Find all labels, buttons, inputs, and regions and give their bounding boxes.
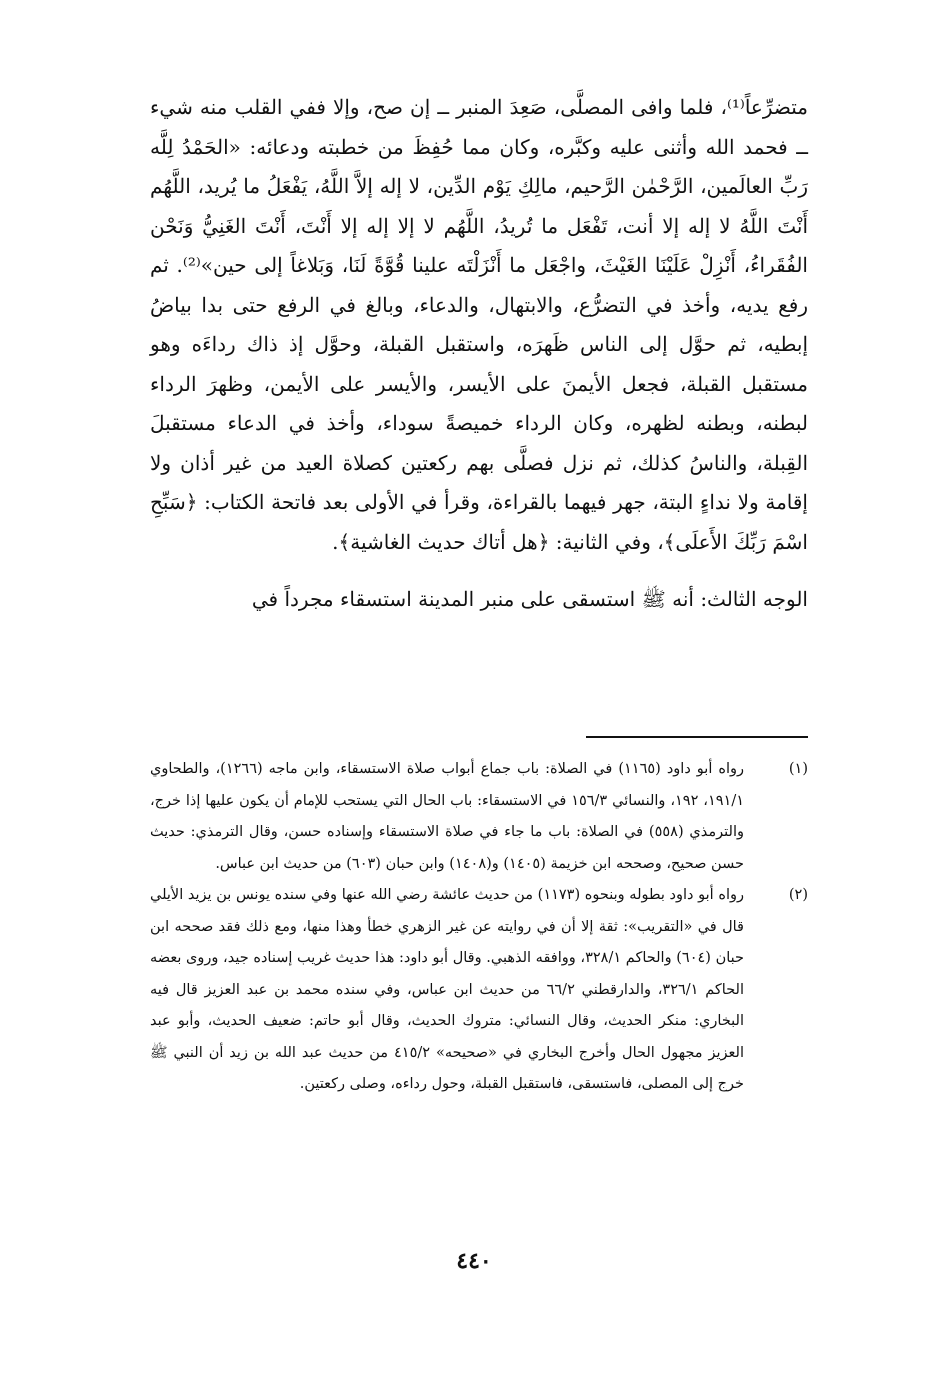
page-number: ٤٤٠ xyxy=(456,1248,492,1274)
footnote xyxy=(150,754,808,880)
main-paragraph: الوجه الثالث: أنه ﷺ استسقى على منبر المدينة استسقاء مجرداً في xyxy=(251,587,808,611)
footnote-marker: (٢) xyxy=(788,887,808,903)
main-text xyxy=(150,88,808,620)
footnote-text: رواه أبو داود بطوله وبنحوه (١١٧٣) من حديث عائشة رضي الله عنها وفي سنده يونس بن يزيد الأيلي قال في «التقريب»: ثقة إلا أن في روايته عن غير الزهري خطأ وهذا منها، ومع ذلك فقد صححه ابن حبان (٦٠٤) والحاكم ٣٢٨/١، ووافقه الذهبي. وقال أبو داود: هذا حديث غريب إسناده جيد، وروى بعضه الحاكم ٣٢٦/١، والدارقطني ٦٦/٢ من حديث ابن عباس، وفي سنده محمد بن عبد العزيز قال فيه البخاري: منكر الحديث، وقال النسائي: متروك الحديث، وقال أبو حاتم: ضعيف الحديث، وأبو عبد العزيز مجهول الحال وأخرج البخاري في «صحيحه» ٤١٥/٢ من حديث عبد الله بن زيد أن النبي ﷺ خرج إلى المصلى، فاستسقى، فاستقبل القبلة، وحول رداءه، وصلى ركعتين. xyxy=(150,887,745,1092)
footnote-marker: (١) xyxy=(788,761,808,777)
main-paragraph: متضرِّعاً⁽¹⁾، فلما وافى المصلَّى، صَعِدَ المنبر ــ إن صح، وإلا ففي القلب منه شيء ــ فحمد الله وأثنى عليه وكبَّره، وكان مما حُفِظَ من خطبته ودعائه: «الحَمْدُ لِلَّه رَبِّ العالَمين، الرَّحْمٰن الرَّحيم، مالِكِ يَوْم الدِّين، لا إله إلاَّ اللَّهُ، يَفْعَلُ ما يُريد، اللَّهُم أَنْتَ اللَّهُ لا إله إلا أنت، تَفْعَل ما تُريدُ، اللَّهُم لا إلا إله إلا أَنْتَ، أَنْتَ الغَنِيُّ وَنَحْن الفُقَراءُ، أَنْزِلْ عَلَيْنَا الغَيْثَ، واجْعَل ما أَنْزَلْتَه علينا قُوَّةً لَنَا، وَبَلاغاً إلى حين»⁽²⁾. ثم رفع يديه، وأخذ في التضرُّع، والابتهال، والدعاء، وبالغ في الرفع حتى بدا بياضُ إبطيه، ثم حوَّل إلى الناس ظَهرَه، واستقبل القبلة، وحوَّل إذ ذاك رداءَه وهو مستقبل القبلة، فجعل الأيمنَ على الأيسر، والأيسر على الأيمن، وظهرَ الرداء لبطنه، وبطنه لظهره، وكان الرداء خميصةً سوداء، وأخذ في الدعاء مستقبلَ القِبلة، والناسُ كذلك، ثم نزل فصلَّى بهم ركعتين كصلاة العيد من غير أذان ولا إقامة ولا نداءٍ البتة، جهر فيهما بالقراءة، وقرأ في الأولى بعد فاتحة الكتاب: ﴿سَبِّحِ اسْمَ رَبِّكَ الأَعلَى﴾، وفي الثانية: ﴿هل أتاك حديث الغاشية﴾. xyxy=(150,95,808,554)
footnote-text: رواه أبو داود (١١٦٥) في الصلاة: باب جماع أبواب صلاة الاستسقاء، وابن ماجه (١٢٦٦)، والطحاوي ١٩١/١، ١٩٢، والنسائي ١٥٦/٣ في الاستسقاء: باب الحال التي يستحب للإمام أن يكون عليها إذا خرج، والترمذي (٥٥٨) في الصلاة: باب ما جاء في صلاة الاستسقاء وإسناده حسن، وقال الترمذي: حديث حسن صحيح، وصححه ابن خزيمة (١٤٠٥) و(١٤٠٨) وابن حبان (٦٠٣) من حديث ابن عباس. xyxy=(150,761,744,872)
footnote-separator xyxy=(586,736,808,738)
footnote xyxy=(150,880,808,1101)
footnotes xyxy=(150,754,808,1101)
